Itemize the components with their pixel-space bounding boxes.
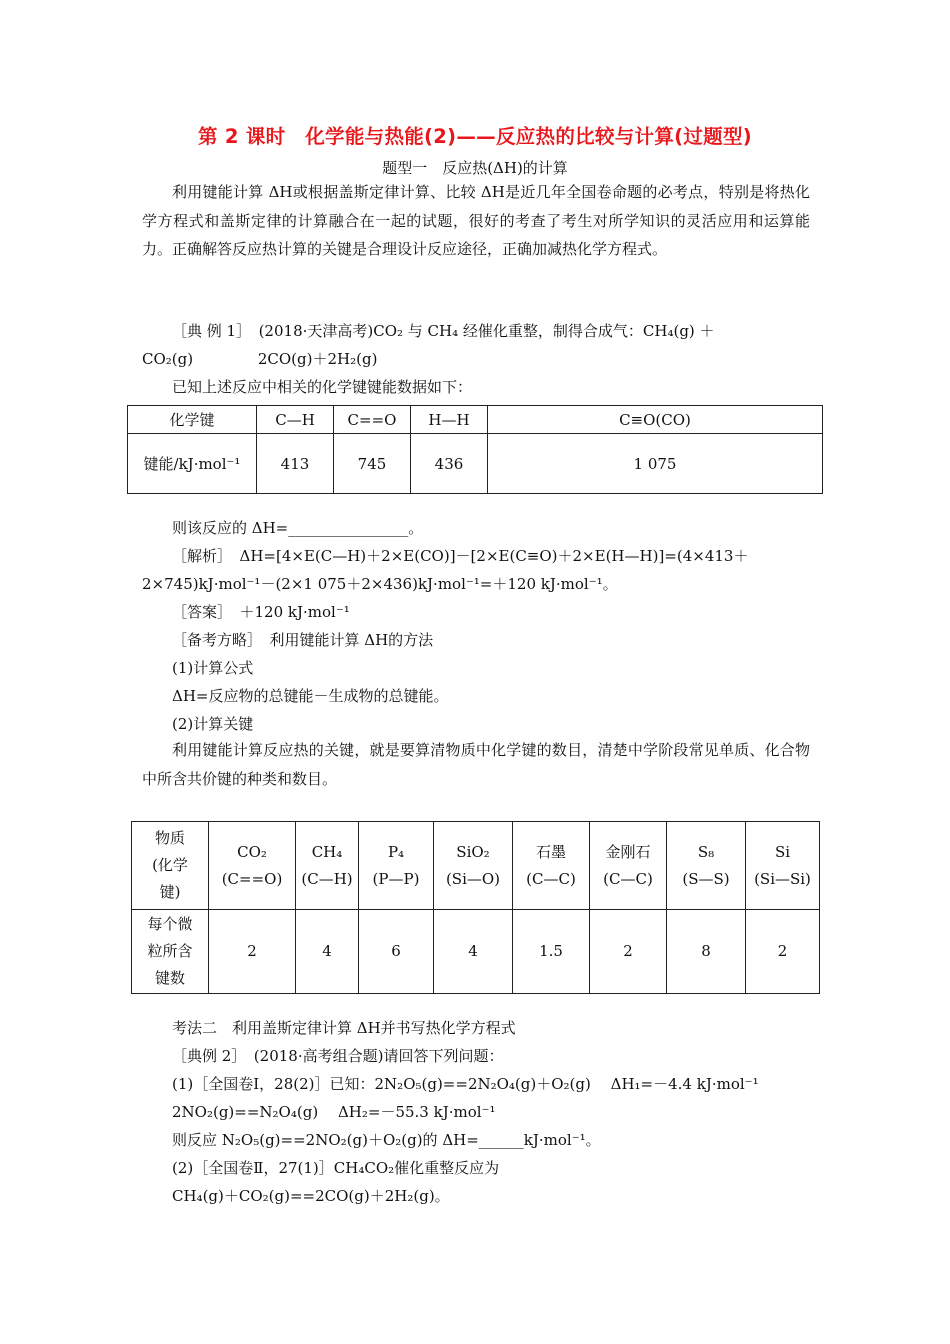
- table-header: Si (Si—Si): [746, 822, 820, 910]
- question-line: 则该反应的 ΔH=________________。: [172, 519, 424, 537]
- table-cell: 413: [257, 434, 334, 494]
- table-intro: 已知上述反应中相关的化学键键能数据如下：: [172, 378, 473, 396]
- step2-text: 利用键能计算反应热的关键，就是要算清物质中化学键的数目，清楚中学阶段常见单质、化合物中所含共价键的种类和数目。: [142, 741, 810, 788]
- bond-energy-table: [127, 405, 823, 494]
- table-header: 金刚石 (C—C): [590, 822, 667, 910]
- table-header: C==O: [334, 406, 411, 434]
- row-label: 每个微 粒所含 键数: [132, 910, 209, 994]
- bond-count-table: [131, 821, 820, 994]
- analysis-line1: ［解析］ ΔH=[4×E(C—H)＋2×E(CO)]－[2×E(C≡O)＋2×E(H—H)]=(4×413＋: [172, 547, 749, 565]
- section-subtitle: 题型一 反应热(ΔH)的计算: [382, 159, 568, 177]
- table-cell: 2: [209, 910, 296, 994]
- q2-line: (2)［全国卷Ⅱ，27(1)］CH₄CO₂催化重整反应为: [172, 1159, 500, 1177]
- q1-line: (1)［全国卷Ⅰ，28(2)］已知：2N₂O₅(g)==2N₂O₄(g)＋O₂(g) ΔH₁=－4.4 kJ·mol⁻¹: [172, 1075, 759, 1093]
- step1-text: ΔH=反应物的总键能－生成物的总键能。: [172, 687, 449, 705]
- table-cell: 745: [334, 434, 411, 494]
- example1-line1: ［典 例 1］ (2018·天津高考)CO₂ 与 CH₄ 经催化重整，制得合成气：CH₄(g) ＋: [172, 322, 715, 340]
- table-cell: 1.5: [513, 910, 590, 994]
- analysis-line2: 2×745)kJ·mol⁻¹－(2×1 075＋2×436)kJ·mol⁻¹=＋120 kJ·mol⁻¹。: [142, 575, 618, 593]
- table-header: P₄ (P—P): [359, 822, 434, 910]
- q1c-line: 则反应 N₂O₅(g)==2NO₂(g)＋O₂(g)的 ΔH=______kJ·mol⁻¹。: [172, 1131, 601, 1149]
- table-cell: 6: [359, 910, 434, 994]
- table-cell: 4: [296, 910, 359, 994]
- table-cell: 8: [667, 910, 746, 994]
- table-header: CO₂ (C==O): [209, 822, 296, 910]
- strategy-heading: ［备考方略］ 利用键能计算 ΔH的方法: [172, 631, 434, 649]
- table-header: 化学键: [128, 406, 257, 434]
- intro-paragraph: 利用键能计算 ΔH或根据盖斯定律计算、比较 ΔH是近几年全国卷命题的必考点，特别是将热化学方程式和盖斯定律的计算融合在一起的试题，很好的考查了考生对所学知识的灵活应用和运算能力。正确解答反应热计算的关键是合理设计反应途径，正确加减热化学方程式。: [142, 183, 810, 258]
- table-header: CH₄ (C—H): [296, 822, 359, 910]
- table-header: H—H: [411, 406, 488, 434]
- table-header: SiO₂ (Si—O): [434, 822, 513, 910]
- q2b-line: CH₄(g)＋CO₂(g)==2CO(g)＋2H₂(g)。: [172, 1187, 450, 1205]
- table-header: C—H: [257, 406, 334, 434]
- table-header: S₈ (S—S): [667, 822, 746, 910]
- table-header: 石墨 (C—C): [513, 822, 590, 910]
- row-label: 键能/kJ·mol⁻¹: [128, 434, 257, 494]
- page-title: 第 2 课时 化学能与热能(2)——反应热的比较与计算(过题型): [198, 125, 752, 148]
- row-label: 物质 (化学 键): [132, 822, 209, 910]
- answer-line: ［答案］ ＋120 kJ·mol⁻¹: [172, 603, 350, 621]
- table-cell: 4: [434, 910, 513, 994]
- step1-heading: (1)计算公式: [172, 659, 254, 677]
- table-cell: 2: [746, 910, 820, 994]
- table-cell: 1 075: [488, 434, 823, 494]
- table-cell: 436: [411, 434, 488, 494]
- example2-heading: ［典例 2］ (2018·高考组合题)请回答下列问题：: [172, 1047, 504, 1065]
- step2-heading: (2)计算关键: [172, 715, 254, 733]
- example1-line2: CO₂(g) 2CO(g)＋2H₂(g): [142, 350, 378, 368]
- method2-heading: 考法二 利用盖斯定律计算 ΔH并书写热化学方程式: [172, 1019, 516, 1037]
- table-header: C≡O(CO): [488, 406, 823, 434]
- table-cell: 2: [590, 910, 667, 994]
- q1b-line: 2NO₂(g)==N₂O₄(g) ΔH₂=－55.3 kJ·mol⁻¹: [172, 1103, 496, 1121]
